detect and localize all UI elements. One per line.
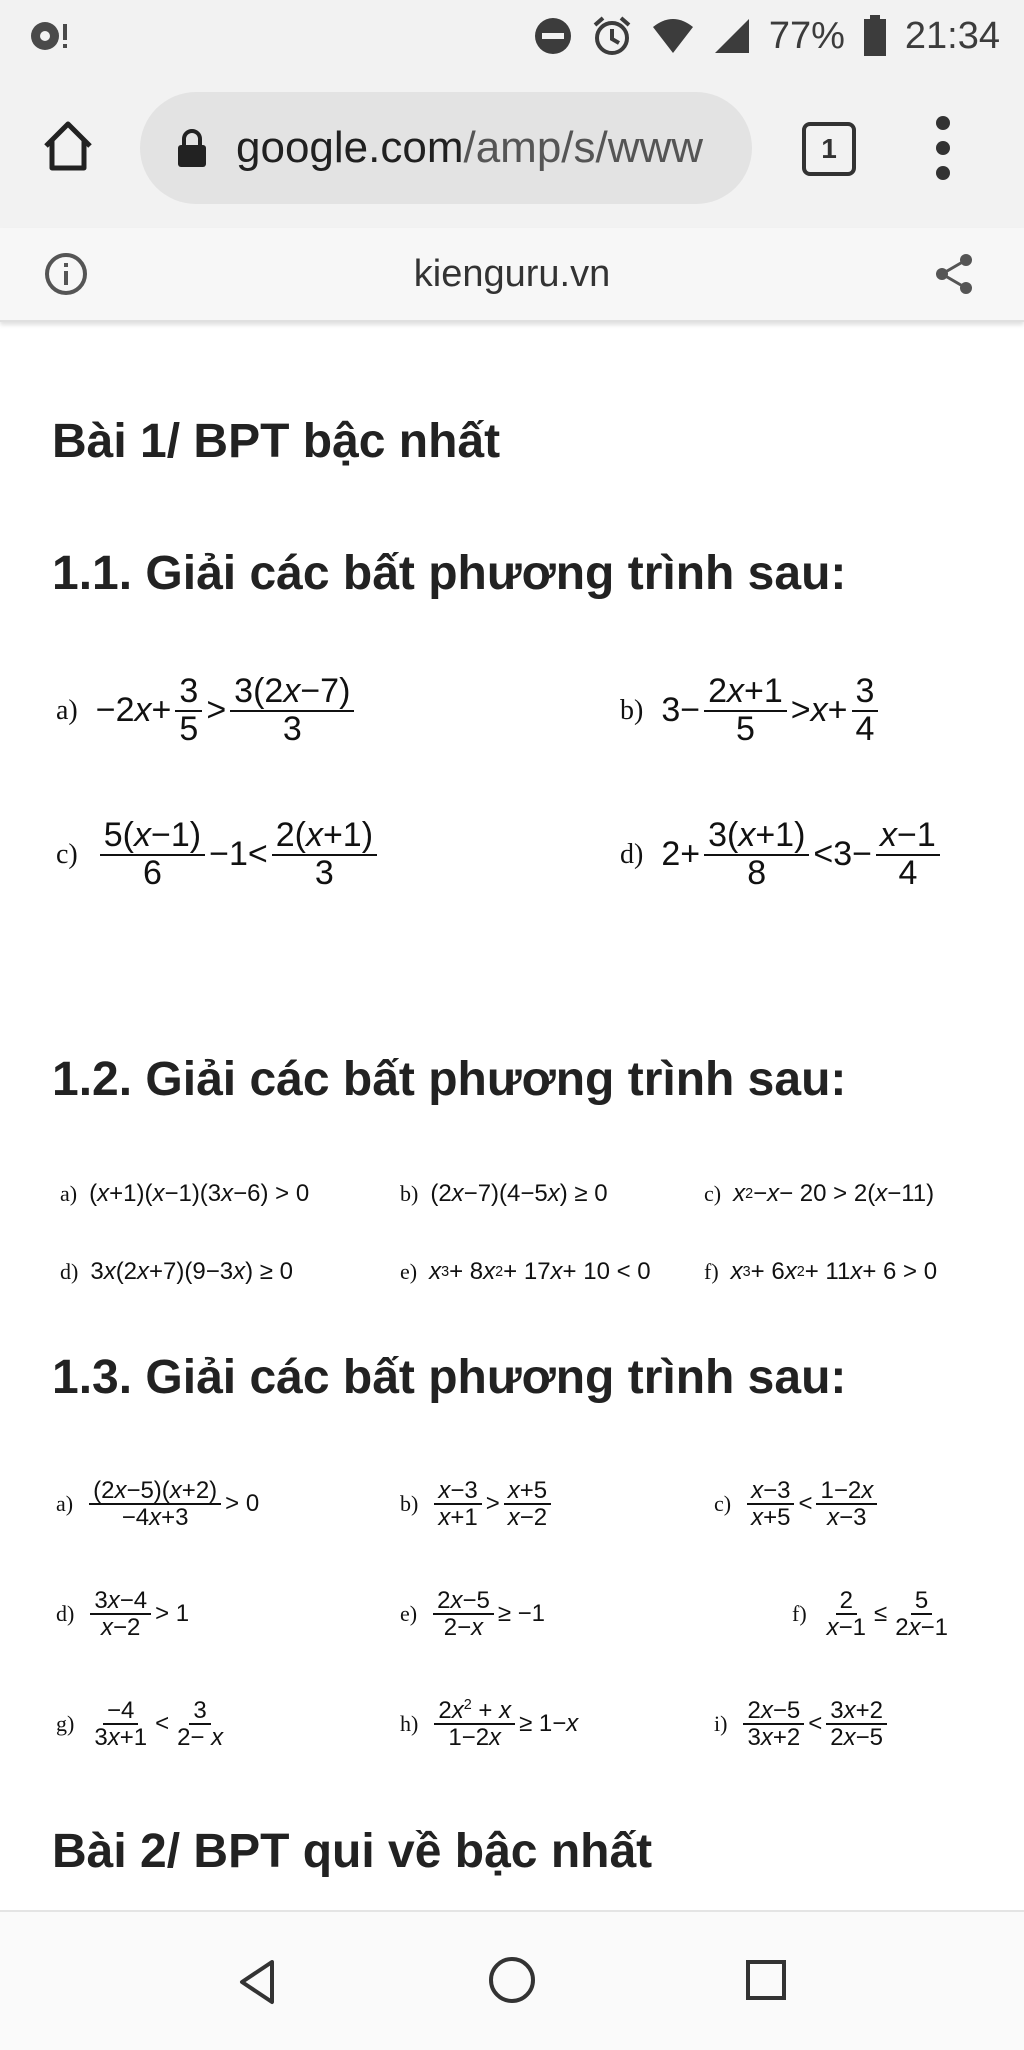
math-expression: $\frac{2x-5}{2-x}$ ≥ −1	[429, 1588, 545, 1640]
page-content	[0, 322, 1024, 1910]
url-bar[interactable]	[140, 92, 752, 204]
problem-label: e)	[400, 1601, 418, 1627]
battery-percent: 77%	[768, 14, 845, 57]
subsection-number: 1.1.	[52, 547, 133, 600]
math-expression: 3− $\frac{2x+1}{5}$ > x + $\frac{3}{4}$	[661, 674, 882, 747]
do-not-disturb-icon	[533, 16, 573, 56]
problem-label: e)	[400, 1259, 418, 1284]
math-expression: $\frac{2x^2 + x}{1-2x}$ ≥ 1− x	[430, 1698, 578, 1750]
problem-label: a)	[60, 1181, 78, 1206]
problem-1-3-c	[714, 1478, 881, 1530]
problem-1-1-c	[56, 818, 381, 891]
url-domain: google.com	[236, 123, 464, 172]
subsection-title-1-2	[52, 1050, 846, 1110]
home-icon	[40, 118, 96, 174]
problem-1-3-b	[400, 1478, 555, 1530]
recent-square-icon	[742, 1956, 790, 2004]
math-expression: $\frac{x-3}{x+5}$ < $\frac{1-2x}{x-3}$	[743, 1478, 881, 1530]
problem-1-2-a	[60, 1180, 309, 1208]
problem-label: d)	[60, 1259, 79, 1284]
math-expression: $\frac{2}{x-1}$ ≤ $\frac{5}{2x-1}$	[826, 1587, 948, 1642]
math-expression: $\frac{x-3}{x+1}$ > $\frac{x+5}{x-2}$	[430, 1478, 555, 1530]
problem-label: c)	[56, 838, 78, 870]
math-expression: ( x +1)( x −1)(3 x −6) > 0	[89, 1180, 310, 1207]
back-button[interactable]	[232, 1956, 284, 2008]
problem-1-2-e	[400, 1258, 651, 1286]
math-expression: x 3 + 6 x 2 + 11 x + 6 > 0	[730, 1258, 938, 1285]
problem-1-1-a	[56, 674, 358, 747]
problem-1-2-d	[60, 1258, 293, 1286]
alarm-icon	[591, 15, 633, 57]
browser-toolbar	[0, 72, 1024, 228]
menu-dot-icon	[936, 141, 950, 155]
problem-1-1-d	[620, 818, 944, 891]
section-title-bai-2: Bài 2/ BPT qui về bậc nhất	[52, 1825, 653, 1878]
cell-signal-icon	[713, 17, 751, 55]
math-expression: $\frac{2x-5}{3x+2}$ < $\frac{3x+2}{2x-5}$	[739, 1698, 890, 1750]
problem-label: a)	[56, 1491, 74, 1517]
problem-1-1-b	[620, 674, 882, 747]
problem-label: d)	[620, 838, 644, 870]
menu-dot-icon	[936, 116, 950, 130]
recent-apps-button[interactable]	[742, 1956, 790, 2004]
problem-1-3-h	[400, 1698, 578, 1750]
math-expression: $\frac{3x-4}{x-2}$ > 1	[86, 1588, 189, 1640]
problem-1-2-b	[400, 1180, 608, 1208]
math-expression: $\frac{5(x-1)}{6}$ −1< $\frac{2(x+1)}{3}$	[96, 818, 381, 891]
home-nav-button[interactable]	[486, 1954, 538, 2006]
problem-label: b)	[400, 1181, 419, 1206]
problem-1-2-f	[704, 1258, 937, 1286]
menu-dot-icon	[936, 166, 950, 180]
tab-switcher-button[interactable]	[800, 120, 856, 176]
problem-1-3-e	[400, 1588, 545, 1640]
share-icon[interactable]	[932, 252, 976, 296]
problem-label: h)	[400, 1711, 419, 1737]
problem-1-3-d	[56, 1588, 189, 1640]
amp-domain-bar	[0, 228, 1024, 322]
math-expression: −2 x + $\frac{3}{5}$ > $\frac{3(2x-7)}{3}$	[96, 674, 359, 747]
subsection-title-1-3	[52, 1348, 846, 1408]
status-bar	[0, 0, 1024, 72]
problem-label: b)	[400, 1491, 419, 1517]
app-notification-icon	[28, 16, 72, 56]
problem-label: c)	[714, 1491, 732, 1517]
overflow-menu-button[interactable]	[926, 116, 962, 180]
wifi-icon	[651, 17, 695, 55]
math-expression: x 3 + 8 x 2 + 17 x + 10 < 0	[429, 1258, 651, 1285]
problem-label: g)	[56, 1711, 75, 1737]
section-title-bai-1: Bài 1/ BPT bậc nhất	[52, 415, 501, 468]
system-navigation-bar	[0, 1910, 1024, 2050]
home-circle-icon	[486, 1954, 538, 2006]
lock-icon	[176, 128, 208, 168]
math-expression: 3 x (2 x +7)(9−3 x ) ≥ 0	[90, 1258, 293, 1285]
problem-1-2-c	[704, 1180, 934, 1208]
problem-label: c)	[704, 1181, 722, 1206]
math-expression: $\frac{-4}{3x+1}$ < $\frac{3}{2- x}$	[94, 1697, 224, 1752]
home-button[interactable]	[40, 118, 96, 174]
problem-1-3-a	[56, 1478, 259, 1530]
subsection-text: Giải các bất phương trình sau:	[145, 547, 847, 600]
math-expression: 2+ $\frac{3(x+1)}{8}$ <3− $\frac{x-1}{4}$	[661, 818, 943, 891]
clock-time: 21:34	[904, 14, 1000, 57]
problem-label: f)	[704, 1259, 719, 1284]
amp-domain[interactable]: kienguru.vn	[413, 253, 611, 295]
url-path: /amp/s/www	[463, 123, 704, 172]
tab-count: 1	[802, 122, 856, 176]
problem-label: i)	[714, 1711, 728, 1737]
problem-1-3-f	[792, 1588, 956, 1640]
battery-icon	[863, 15, 887, 57]
problem-label: b)	[620, 694, 644, 726]
subsection-title-1-1	[52, 544, 846, 604]
info-icon[interactable]	[44, 252, 88, 296]
url-text[interactable]	[236, 118, 736, 178]
subsection-number: 1.3.	[52, 1351, 133, 1404]
subsection-text: Giải các bất phương trình sau:	[145, 1351, 847, 1404]
math-expression: (2 x −7)(4−5 x ) ≥ 0	[430, 1180, 608, 1207]
math-expression: x 2 − x − 20 > 2( x −11)	[733, 1180, 935, 1207]
problem-1-3-g	[56, 1698, 231, 1750]
problem-label: f)	[792, 1601, 807, 1627]
back-triangle-icon	[232, 1956, 284, 2008]
problem-1-3-i	[714, 1698, 891, 1750]
problem-label: a)	[56, 694, 78, 726]
subsection-text: Giải các bất phương trình sau:	[145, 1053, 847, 1106]
subsection-number: 1.2.	[52, 1053, 133, 1106]
math-expression: $\frac{(2x-5)(x+2)}{-4x+3}$ > 0	[85, 1478, 259, 1530]
problem-label: d)	[56, 1601, 75, 1627]
